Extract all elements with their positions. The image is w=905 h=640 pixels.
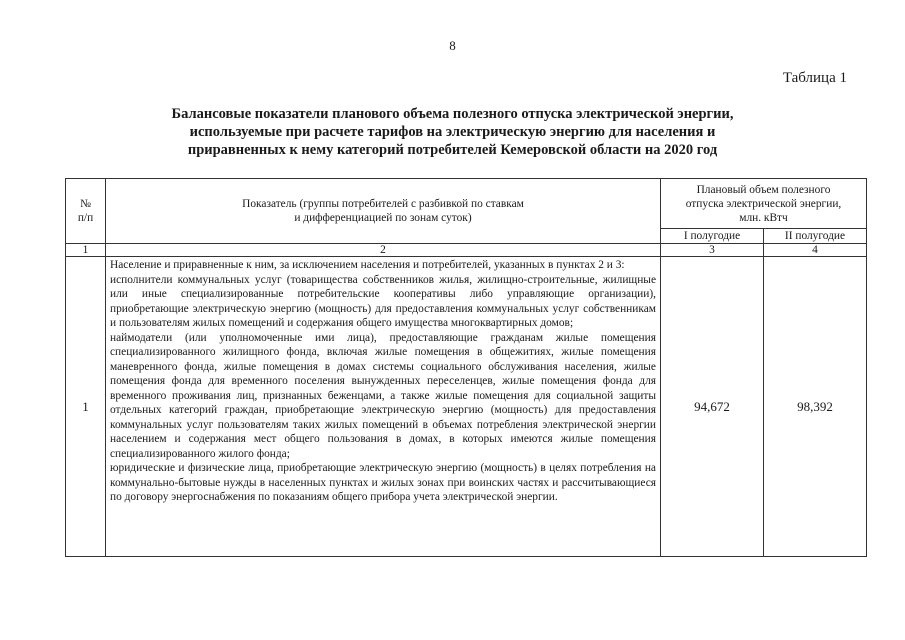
header-indicator-line2: и дифференциацией по зонам суток) <box>294 212 472 224</box>
header-half1: I полугодие <box>661 229 764 244</box>
title-line-2: используемые при расчете тарифов на электрическую энергию для населения и <box>189 124 716 140</box>
header-volume-line1: Плановый объем полезного <box>696 183 831 196</box>
header-indicator-line1: Показатель (группы потребителей с разбивкой по ставкам <box>242 198 524 210</box>
header-num-line1: № <box>80 198 91 210</box>
header-volume-line3: млн. кВтч <box>739 211 788 224</box>
title-line-3: приравненных к нему категорий потребителей Кемеровской области на 2020 год <box>187 142 718 158</box>
header-num <box>66 179 106 244</box>
header-indicator <box>106 179 661 244</box>
document-title <box>120 105 785 159</box>
description-paragraph: юридические и физические лица, приобретающие электрическую энергию (мощность) в целях потребления на коммунально-бытовые нужды в населенных пунктах и жилых зонах при воинских частях и рассчитывающиеся по договору энергоснабжения по показаниям общего прибора учета электрической энергии. <box>110 462 656 503</box>
table-caption: Таблица 1 <box>782 70 847 86</box>
description-paragraph: исполнители коммунальных услуг (товарищества собственников жилья, жилищно-строительные, жилищные или иные специализированные потребительские кооперативы либо управляющие организации), приобретающие электрическую энергию (мощность) для предоставления коммунальных услуг собственникам и пользователям жилых помещений и содержания общего имущества многоквартирных домов; <box>110 273 656 329</box>
row-number: 1 <box>66 257 106 557</box>
header-num-line2: п/п <box>77 212 94 224</box>
header-volume <box>661 179 867 229</box>
title-line-1: Балансовые показатели планового объема полезного отпуска электрической энергии, <box>171 106 734 122</box>
value-half2: 98,392 <box>764 257 867 557</box>
header-volume-line2: отпуска электрической энергии, <box>685 197 842 210</box>
column-number-row <box>66 244 867 257</box>
column-number-4: 4 <box>764 244 867 257</box>
column-number-1: 1 <box>66 244 106 257</box>
table-row <box>66 257 867 557</box>
row-description <box>106 257 661 557</box>
value-half1: 94,672 <box>661 257 764 557</box>
column-number-2: 2 <box>106 244 661 257</box>
balance-table <box>65 178 867 557</box>
header-row <box>66 179 867 229</box>
column-number-3: 3 <box>661 244 764 257</box>
header-half2: II полугодие <box>764 229 867 244</box>
page-number: 8 <box>449 38 456 53</box>
description-paragraph: наймодатели (или уполномоченные ими лица), предоставляющие гражданам жилые помещения специализированного жилищного фонда, включая жилые помещения в общежитиях, жилые помещения маневренного фонда, жилые помещения в домах системы социального обслуживания населения, жилые помещения фонда для временного поселения вынужденных переселенцев, жилые помещения фонда для временного проживания лиц, признанных беженцами, а также жилые помещения для социальной защиты отдельных категорий граждан, приобретающие электрическую энергию (мощность) для предоставления коммунальных услуг пользователям таких жилых помещений в объемах потребления электрической энергии населением и содержания мест общего пользования в домах, в которых имеются жилые помещения специализированного жилого фонда; <box>110 331 656 460</box>
description-paragraph: Население и приравненные к ним, за исключением населения и потребителей, указанных в пунктах 2 и 3: <box>110 259 625 271</box>
